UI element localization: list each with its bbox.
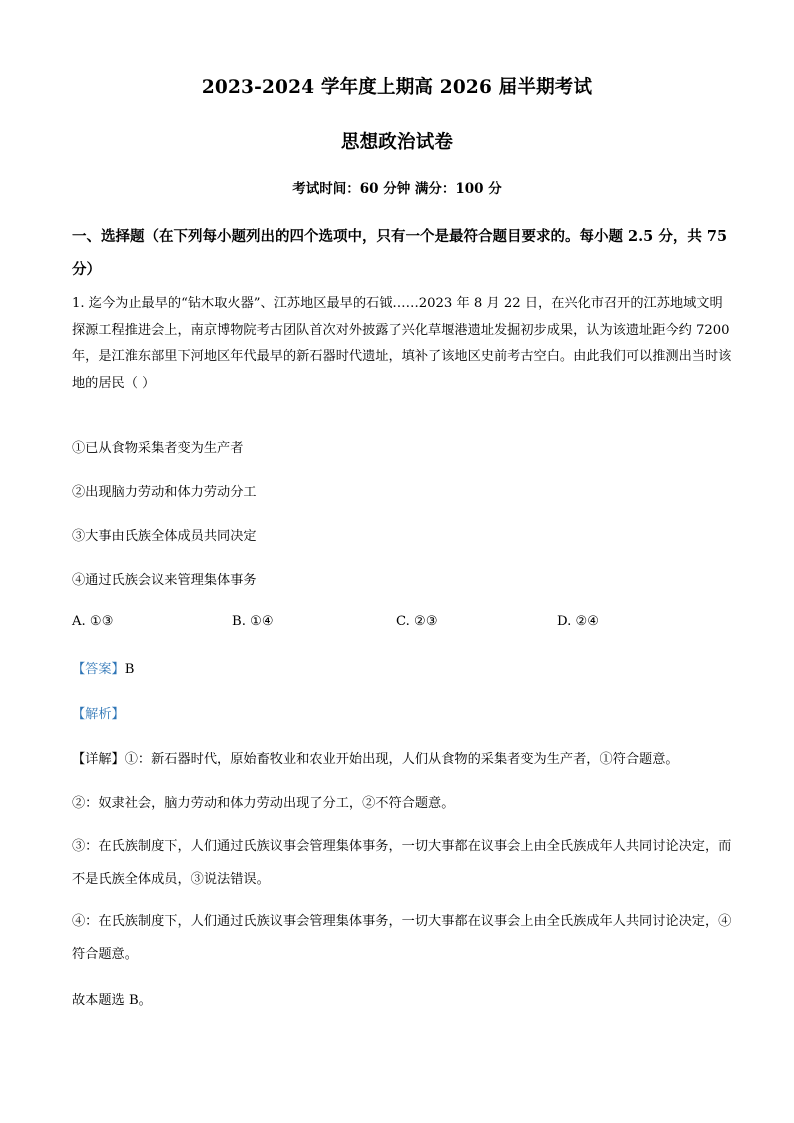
detail-1: 【详解】①：新石器时代，原始畜牧业和农业开始出现，人们从食物的采集者变为生产者，①符合题意。 (72, 752, 679, 767)
question-stem: 1. 迄今为止最早的“钻木取火器”、江苏地区最早的石钺……2023 年 8 月 22 日，在兴化市召开的江苏地域文明探源工程推进会上，南京博物院考古团队首次对外披露了兴化草堰港遗址发掘初步成果，认为该遗址距今约 7200 年，是江淮东部里下河地区年代最早的新石器时代遗址，填补了该地区史前考古空白。由此我们可以推测出当时该地的居民（ ） (72, 296, 732, 391)
exam-info: 考试时间：60 分钟 满分：100 分 (292, 181, 502, 197)
answer-tag: 【答案】 (72, 662, 125, 677)
option-a: A. ①③ (72, 614, 114, 629)
analysis-tag: 【解析】 (72, 707, 125, 722)
answer-line (72, 658, 134, 677)
option-d: D. ②④ (557, 614, 600, 629)
detail-3: ③：在氏族制度下，人们通过氏族议事会管理集体事务，一切大事都在议事会上由全氏族成年人共同讨论决定，而不是氏族全体成员，③说法错误。 (72, 839, 732, 887)
conclusion: 故本题选 B。 (72, 993, 152, 1008)
statement-1: ①已从食物采集者变为生产者 (72, 441, 244, 456)
detail-2: ②：奴隶社会，脑力劳动和体力劳动出现了分工，②不符合题意。 (72, 796, 455, 811)
answer-value: B (124, 662, 135, 677)
statement-2: ②出现脑力劳动和体力劳动分工 (72, 485, 257, 500)
statement-4: ④通过氏族会议来管理集体事务 (72, 573, 257, 588)
section-heading: 一、选择题（在下列每小题列出的四个选项中，只有一个是最符合题目要求的。每小题 2.5 分，共 75 分） (72, 228, 728, 278)
option-c: C. ②③ (396, 614, 438, 629)
detail-4: ④：在氏族制度下，人们通过氏族议事会管理集体事务，一切大事都在议事会上由全氏族成年人共同讨论决定，④符合题意。 (72, 914, 732, 962)
option-b: B. ①④ (232, 614, 274, 629)
subject-title: 思想政治试卷 (340, 132, 454, 153)
exam-title: 2023-2024 学年度上期高 2026 届半期考试 (201, 77, 593, 98)
statement-3: ③大事由氏族全体成员共同决定 (72, 529, 257, 544)
analysis-line (72, 703, 125, 722)
